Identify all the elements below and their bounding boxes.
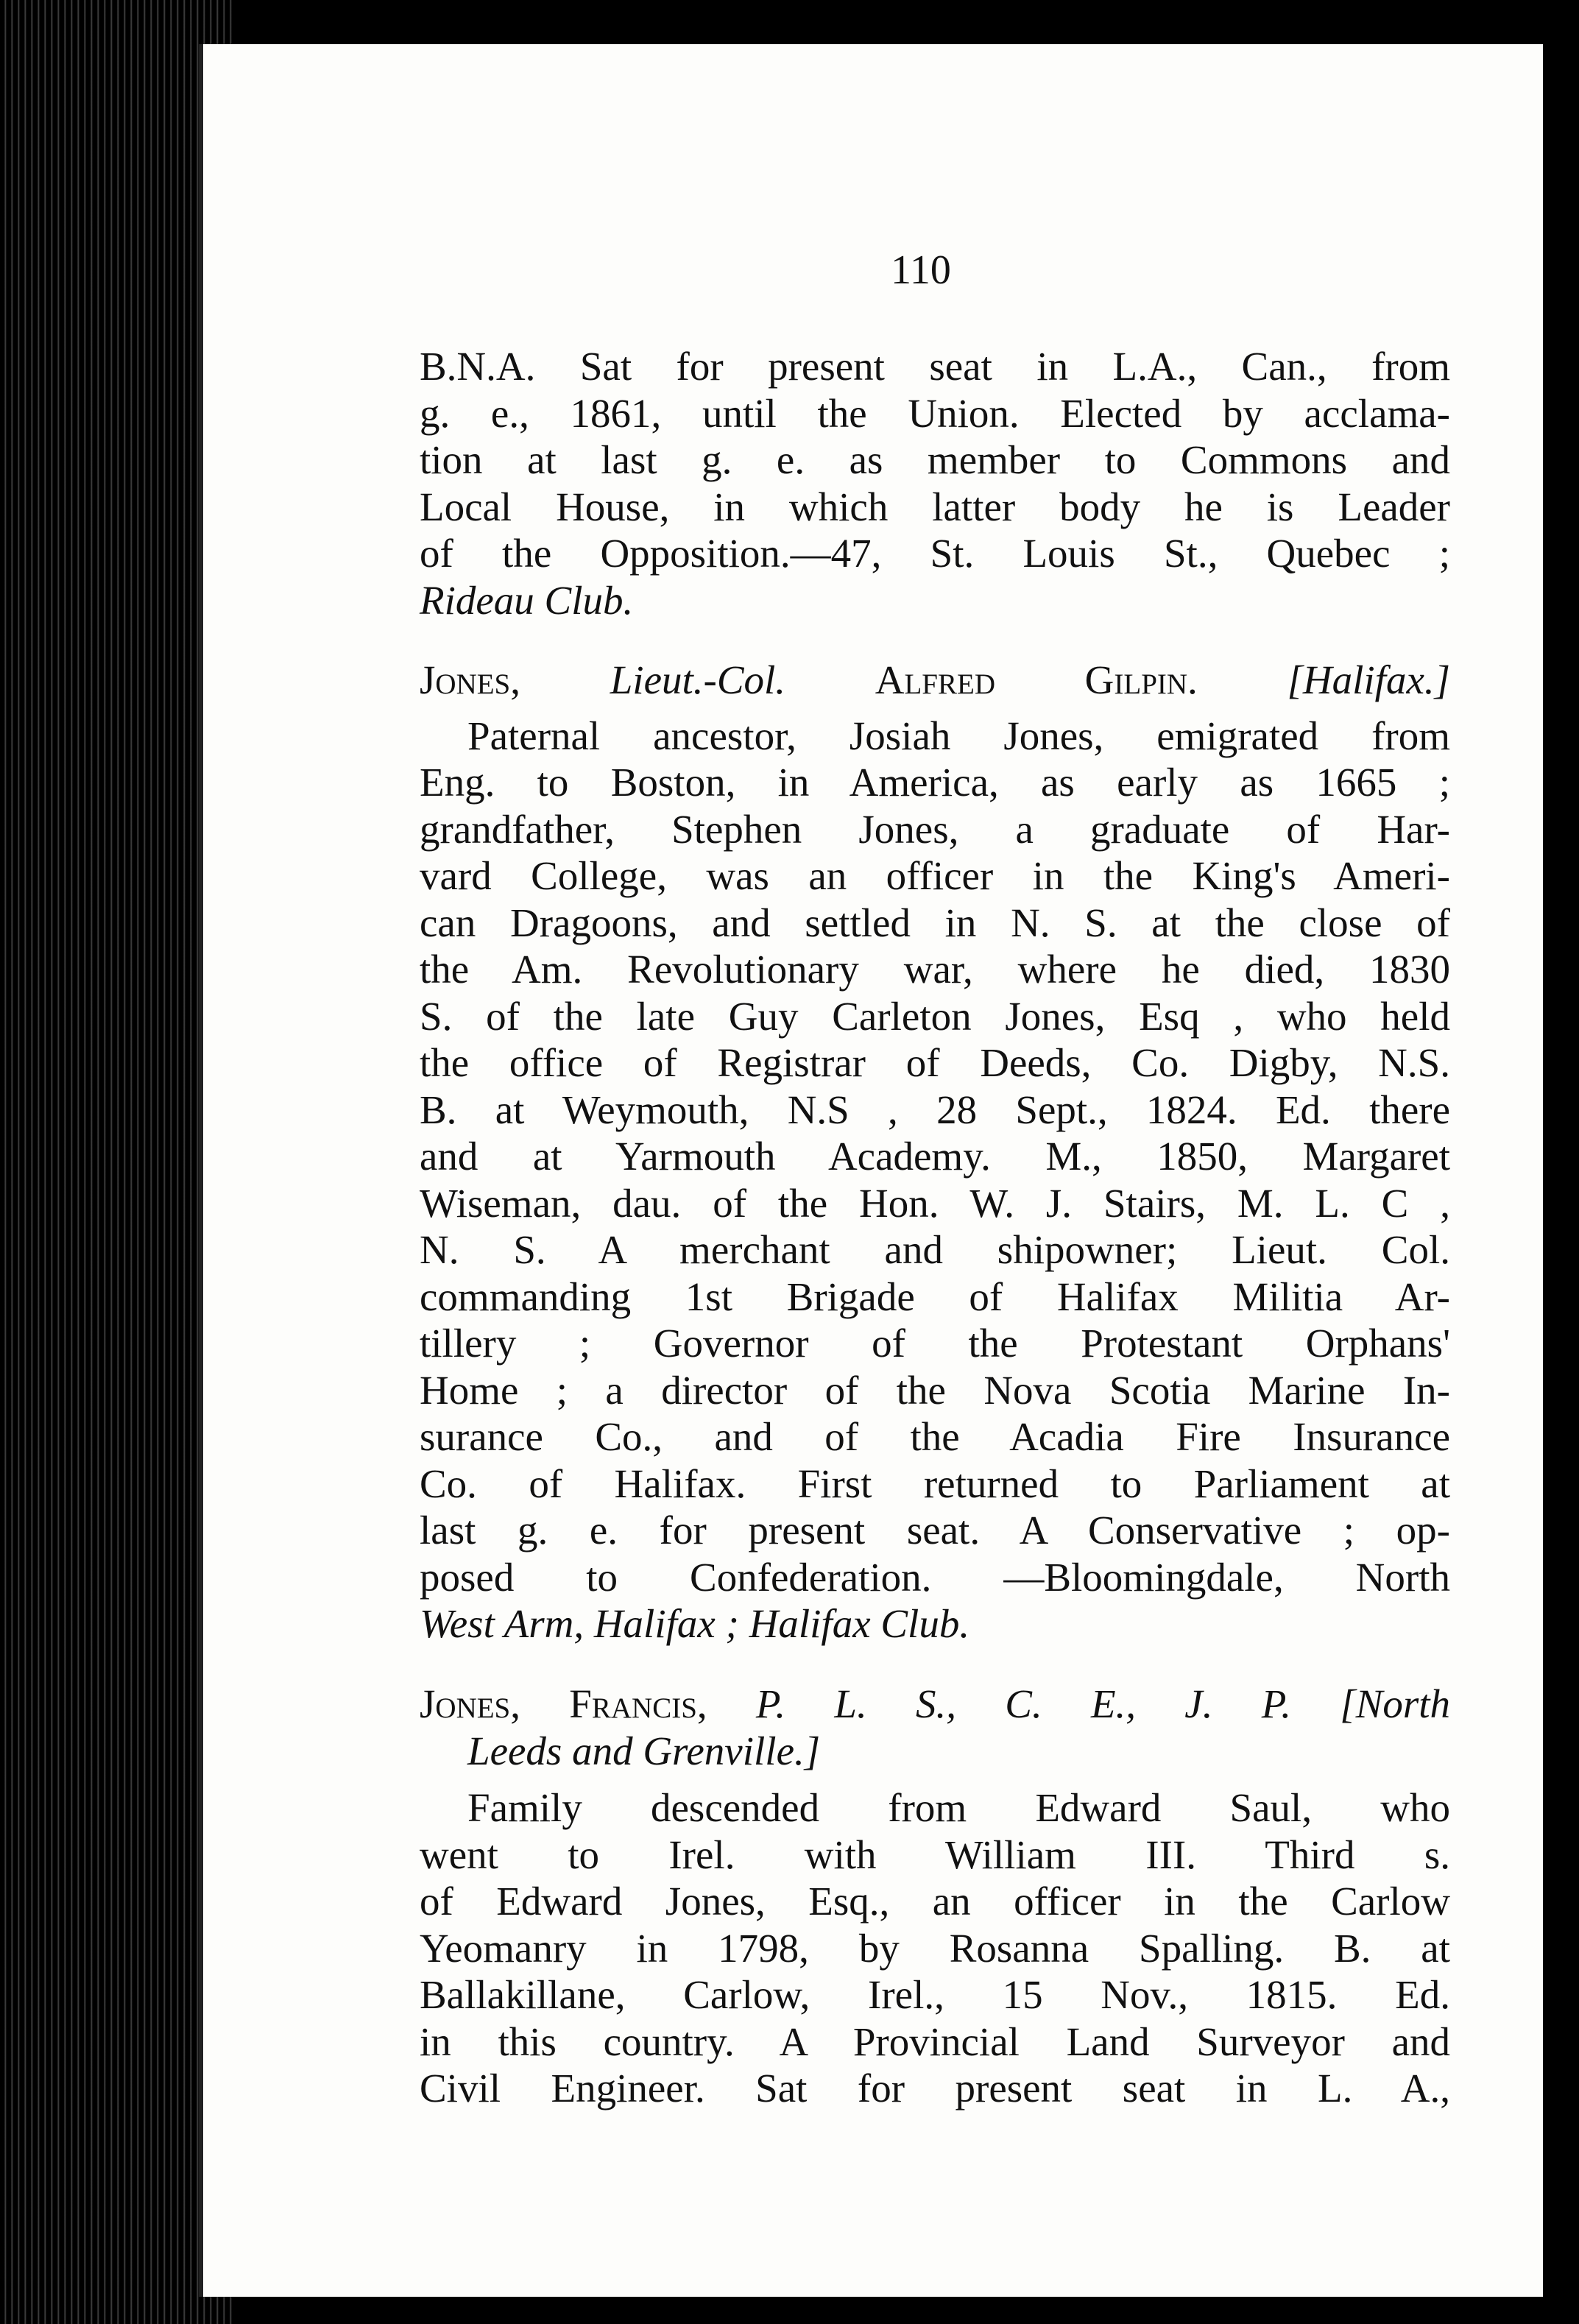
entry-constituency-continued: Leeds and Grenville.] <box>467 1728 821 1773</box>
entry-title: Lieut.-Col. <box>610 657 786 702</box>
text-line: Ballakillane, Carlow, Irel., 15 Nov., 1815. Ed. <box>420 1972 1450 2017</box>
text-line: and at Yarmouth Academy. M., 1850, Margaret <box>420 1134 1450 1179</box>
entry-body <box>420 1784 1450 2112</box>
text-line: Eng. to Boston, in America, as early as 1665 ; <box>420 760 1450 805</box>
text-line: commanding 1st Brigade of Halifax Militia Ar- <box>420 1274 1450 1319</box>
text-line: Local House, in which latter body he is Leader <box>420 484 1450 529</box>
entry-surname: Jones, <box>420 1681 520 1726</box>
text-line: of the Opposition.—47, St. Louis St., Quebec ; <box>420 531 1450 576</box>
text-line: the office of Registrar of Deeds, Co. Digby, N.S. <box>420 1040 1450 1085</box>
entry-heading <box>420 1681 1450 1728</box>
entry-credentials: P. L. S., C. E., J. P. <box>755 1681 1291 1726</box>
continuation-paragraph <box>420 343 1450 624</box>
italic-text: Rideau Club. <box>420 577 634 623</box>
entry-name: Alfred Gilpin. <box>875 657 1198 702</box>
text-line: Paternal ancestor, Josiah Jones, emigrated from <box>467 713 1450 758</box>
text-line: of Edward Jones, Esq., an officer in the Carlow <box>420 1879 1450 1924</box>
text-line <box>420 577 1450 624</box>
entry-constituency: [North <box>1340 1681 1451 1726</box>
text-line: grandfather, Stephen Jones, a graduate of Har- <box>420 806 1450 852</box>
italic-text: West Arm, Halifax ; Halifax Club. <box>420 1601 970 1646</box>
text-line: B.N.A. Sat for present seat in L.A., Can., from <box>420 344 1450 389</box>
text-line: vard College, was an officer in the King's Ameri- <box>420 853 1450 898</box>
text-line: Family descended from Edward Saul, who <box>467 1785 1450 1830</box>
text-line: g. e., 1861, until the Union. Elected by acclama- <box>420 390 1450 436</box>
text-line: tion at last g. e. as member to Commons and <box>420 437 1450 482</box>
text-line: N. S. A merchant and shipowner; Lieut. Col. <box>420 1227 1450 1272</box>
text-line: Yeomanry in 1798, by Rosanna Spalling. B. at <box>420 1925 1450 1971</box>
entry-heading-continuation <box>420 1728 1450 1775</box>
entry-heading <box>420 657 1450 704</box>
entry-surname: Jones, <box>420 657 520 702</box>
text-line <box>420 1600 1450 1647</box>
text-line: the Am. Revolutionary war, where he died, 1830 <box>420 947 1450 992</box>
entry-name: Francis, <box>569 1681 707 1726</box>
text-line: surance Co., and of the Acadia Fire Insurance <box>420 1414 1450 1459</box>
entry-constituency: [Halifax.] <box>1287 657 1451 702</box>
text-line: tillery ; Governor of the Protestant Orphans' <box>420 1321 1450 1366</box>
scan-right-edge <box>1539 0 1579 2324</box>
text-line: Co. of Halifax. First returned to Parliament at <box>420 1461 1450 1506</box>
entry-jones-alfred-gilpin <box>420 657 1450 1647</box>
text-line: went to Irel. with William III. Third s. <box>420 1832 1450 1877</box>
text-line: Civil Engineer. Sat for present seat in L. A., <box>420 2066 1450 2111</box>
entry-body <box>420 713 1450 1647</box>
text-line: posed to Confederation. —Bloomingdale, North <box>420 1554 1450 1600</box>
text-line: last g. e. for present seat. A Conservative ; op- <box>420 1508 1450 1553</box>
entry-jones-francis <box>420 1681 1450 2112</box>
text-line: can Dragoons, and settled in N. S. at the close of <box>420 900 1450 945</box>
text-line: B. at Weymouth, N.S , 28 Sept., 1824. Ed. there <box>420 1087 1450 1132</box>
text-line: in this country. A Provincial Land Surveyor and <box>420 2019 1450 2064</box>
text-line: S. of the late Guy Carleton Jones, Esq , who held <box>420 993 1450 1039</box>
page-number: 110 <box>891 247 951 293</box>
text-line: Home ; a director of the Nova Scotia Marine In- <box>420 1367 1450 1413</box>
text-line: Wiseman, dau. of the Hon. W. J. Stairs, M. L. C , <box>420 1180 1450 1226</box>
